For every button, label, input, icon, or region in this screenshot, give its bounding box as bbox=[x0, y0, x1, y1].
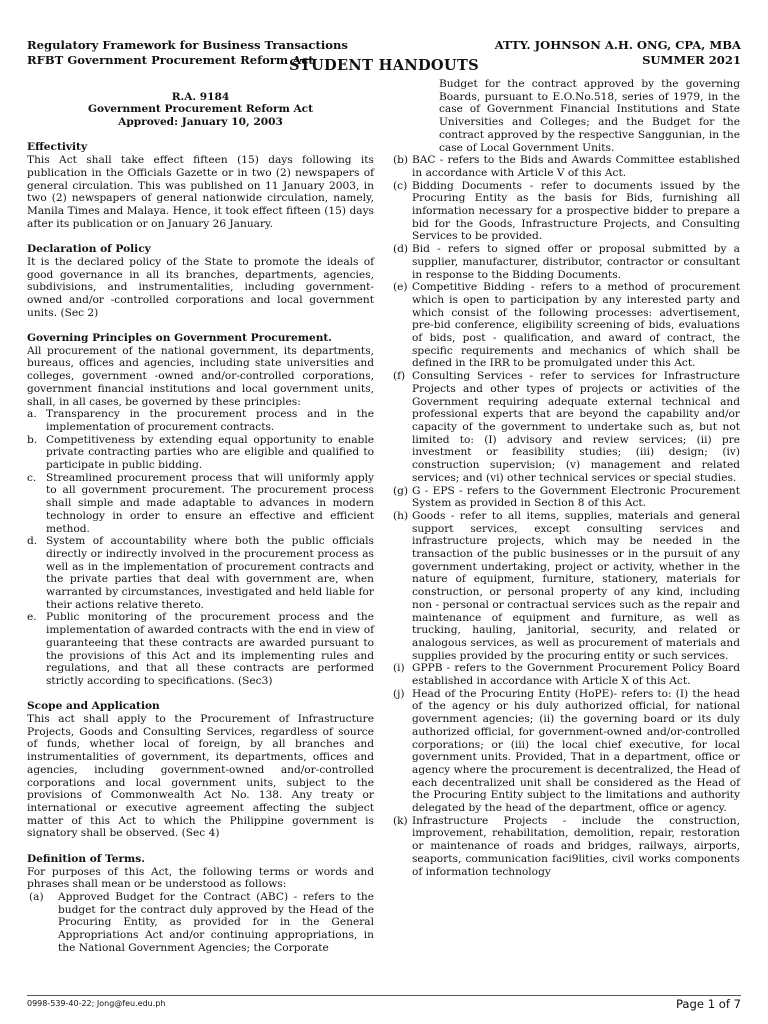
right-column bbox=[393, 78, 740, 878]
effectivity-text: This Act shall take effect fifteen (15) days following its publication in the Officials Gazette or in two (2) newspapers of general circulation. This was published on 11 January 2003, in two (2) newspapers of general nationwide circulation, namely, Manila Times and Malaya. Hence, it took effect fifteen (15) days after its publication or on January 26 January. bbox=[27, 154, 374, 230]
definition-text: Goods - refer to all items, supplies, materials and general support services, except consulting services and infrastructure projects, which may be needed in the transaction of the public businesses or in the pursuit of any government undertaking, project or activity, whether in the nature of equipment, furniture, stationery, materials for construction, or personal property of any kind, including non - personal or contractual services such as the repair and maintenance of equipment and furniture, as well as trucking, hauling, janitorial, security, and related or analogous services, as well as procurement of materials and supplies provided by the procuring entity or such services. bbox=[412, 509, 740, 662]
approval-date: Approved: January 10, 2003 bbox=[118, 116, 283, 129]
definition-label: (d) bbox=[393, 243, 409, 256]
definition-label: (h) bbox=[393, 509, 409, 522]
definition-text: Approved Budget for the Contract (ABC) - refers to the budget for the contract duly approved by the Head of the Procuring Entity, as provided for in the General Appropriations Act and/or continuing appropriations, in the National Government Agencies; the Corporate bbox=[58, 890, 374, 954]
definition-text: Competitive Bidding - refers to a method of procurement which is open to participation by any interested party and which consist of the following processes: advertisement, pre-bid conference, eligibility screening of bids, evaluations of bids, post - qualification, and award of contract, the specific requirements and mechanics of which shall be defined in the IRR to be promulgated under this Act. bbox=[412, 281, 740, 370]
handout-topic: RFBT Government Procurement Reform Act bbox=[27, 53, 314, 67]
definition-label: (i) bbox=[393, 662, 405, 675]
definition-item bbox=[393, 243, 740, 281]
page-number: Page 1 of 7 bbox=[675, 997, 741, 1011]
footer-contact: 0998-539-40-22; Jong@feu.edu.ph bbox=[27, 999, 166, 1008]
scope-heading: Scope and Application bbox=[27, 700, 160, 713]
definition-item bbox=[393, 281, 740, 370]
page-title: STUDENT HANDOUTS bbox=[289, 57, 479, 74]
definition-text: Infrastructure Projects - include the construction, improvement, rehabilitation, demolition, repair, restoration or maintenance of roads and bridges, railways, airports, seaports, communication faci9lities, civil works components of information technology bbox=[412, 814, 740, 878]
definition-label: (j) bbox=[393, 687, 405, 700]
definition-item bbox=[393, 370, 740, 484]
definitions-heading: Definition of Terms. bbox=[27, 852, 145, 865]
definition-item bbox=[393, 154, 740, 179]
definition-item bbox=[393, 485, 740, 510]
principle-text: System of accountability where both the public officials directly or indirectly involved in the procurement process as well as in the implementation of procurement contracts and the private parties that deal with government are, when warranted by circumstances, investigated and held liable for their actions relative thereto. bbox=[46, 535, 374, 611]
definition-text: GPPB - refers to the Government Procurement Policy Board established in accordance with Article X of this Act. bbox=[412, 662, 740, 688]
principle-text: Transparency in the procurement process and in the implementation of procurement contracts. bbox=[46, 408, 374, 433]
definition-label: (e) bbox=[393, 281, 408, 294]
definition-item bbox=[393, 662, 740, 687]
effectivity-heading: Effectivity bbox=[27, 141, 88, 154]
definition-text: Consulting Services - refer to services for Infrastructure Projects and other types of projects or activities of the Government requiring adequate external technical and professional experts that are beyond the capability and/or capacity of the government to undertake such as, but not limited to: (I) advisory and review services; (ii) pre investment or feasibility studies; (iii) design; (iv) construction supervision; (v) management and related services; and (vi) other technical services or special studies. bbox=[412, 370, 740, 484]
principle-item bbox=[27, 472, 374, 536]
definition-item bbox=[393, 180, 740, 244]
law-number: R.A. 9184 bbox=[171, 90, 230, 103]
principle-item bbox=[27, 535, 374, 611]
definition-text: Bidding Documents - refer to documents issued by the Procuring Entity as the basis for Bids, furnishing all information necessary for a prospective bidder to prepare a bid for the Goods, Infrastructure Projects, and Consulting Services to be provided. bbox=[412, 179, 740, 243]
definition-text: BAC - refers to the Bids and Awards Committee established in accordance with Article V of this Act. bbox=[412, 154, 740, 179]
policy-heading: Declaration of Policy bbox=[27, 243, 151, 256]
course-title: Regulatory Framework for Business Transactions bbox=[27, 38, 348, 52]
principle-text: Public monitoring of the procurement process and the implementation of awarded contracts with the end in view of guaranteeing that these contracts are awarded pursuant to the provisions of this Act and its implementing rules and regulations, and that all these contracts are performed strictly according to specifications. (Sec3) bbox=[46, 611, 375, 687]
definition-label: (c) bbox=[393, 179, 408, 192]
definition-text: Head of the Procuring Entity (HoPE)- refers to: (I) the head of the agency or his duly authorized official, for national government agencies; (ii) the governing board or its duly authorized official, for government-owned and/or-controlled corporations; or (iii) the local chief executive, for local government units. Provided, That in a department, office or agency where the procurement is decentralized, the Head of each decentralized unit shall be considered as the Head of the Procuring Entity subject to the limitations and authority delegated by the head of the department, office or agency. bbox=[412, 687, 740, 815]
principle-label: c. bbox=[27, 471, 37, 484]
principles-heading: Governing Principles on Government Procurement. bbox=[27, 332, 332, 344]
left-column bbox=[27, 78, 374, 954]
principle-item bbox=[27, 408, 374, 433]
law-name: Government Procurement Reform Act bbox=[87, 103, 314, 116]
definition-item bbox=[393, 815, 740, 879]
definition-label: (g) bbox=[393, 484, 409, 497]
definition-continuation: Budget for the contract approved by the governing Boards, pursuant to E.O.No.518, series of 1979, in the case of Government Financial Institutions and State Universities and Colleges; and the Budget for the contract approved by the respective Sanggunian, in the case of Local Government Units. bbox=[439, 78, 740, 154]
definition-text: G - EPS - refers to the Government Electronic Procurement System as provided in Section 8 of this Act. bbox=[412, 484, 740, 510]
definition-item bbox=[393, 510, 740, 662]
scope-text: This act shall apply to the Procurement of Infrastructure Projects, Goods and Consulting Services, regardless of source of funds, whether local of foreign, by all branches and instrumentalities of government, its departments, offices and agencies, including government-owned and/or-controlled corporations and local government units, subject to the provisions of Commonwealth Act No. 138. Any treaty or international or executive agreement affecting the subject matter of this Act to which the Philippine government is signatory shall be observed. (Sec 4) bbox=[27, 713, 374, 840]
definition-item bbox=[27, 891, 374, 955]
principle-text: Competitiveness by extending equal opportunity to enable private contracting parties who are eligible and qualified to participate in public bidding. bbox=[46, 433, 374, 472]
definitions-intro: For purposes of this Act, the following terms or words and phrases shall mean or be understood as follows: bbox=[27, 865, 374, 891]
footer-divider bbox=[27, 995, 741, 996]
principle-label: a. bbox=[27, 408, 37, 421]
definition-label: (a) bbox=[29, 890, 44, 903]
principle-item bbox=[27, 611, 374, 687]
principle-label: d. bbox=[27, 535, 38, 548]
definition-label: (f) bbox=[393, 370, 406, 383]
definition-item bbox=[393, 688, 740, 815]
definition-text: Bid - refers to signed offer or proposal submitted by a supplier, manufacturer, distributor, contractor or consultant in response to the Bidding Documents. bbox=[412, 243, 740, 281]
definition-label: (b) bbox=[393, 154, 409, 167]
policy-text: It is the declared policy of the State to promote the ideals of good governance in all its branches, departments, agencies, subdivisions, and instrumentalities, including government-owned and/or -controlled corporations and local government units. (Sec 2) bbox=[27, 255, 374, 319]
principle-item bbox=[27, 434, 374, 472]
principle-text: Streamlined procurement process that will uniformly apply to all government procurement. The procurement process shall simple and made adaptable to advances in modern technology in order to ensure an effective and efficient method. bbox=[46, 471, 374, 535]
principle-label: e. bbox=[27, 611, 37, 624]
principles-intro: All procurement of the national government, its departments, bureaus, offices and agencies, including state universities and colleges, government -owned and/or-controlled corporations, government financial institutions and local government units, shall, in all cases, be governed by these principles: bbox=[27, 344, 374, 408]
author-name: ATTY. JOHNSON A.H. ONG, CPA, MBA bbox=[494, 38, 741, 52]
term-label: SUMMER 2021 bbox=[642, 53, 741, 67]
principle-label: b. bbox=[27, 433, 38, 446]
definition-label: (k) bbox=[393, 814, 408, 827]
